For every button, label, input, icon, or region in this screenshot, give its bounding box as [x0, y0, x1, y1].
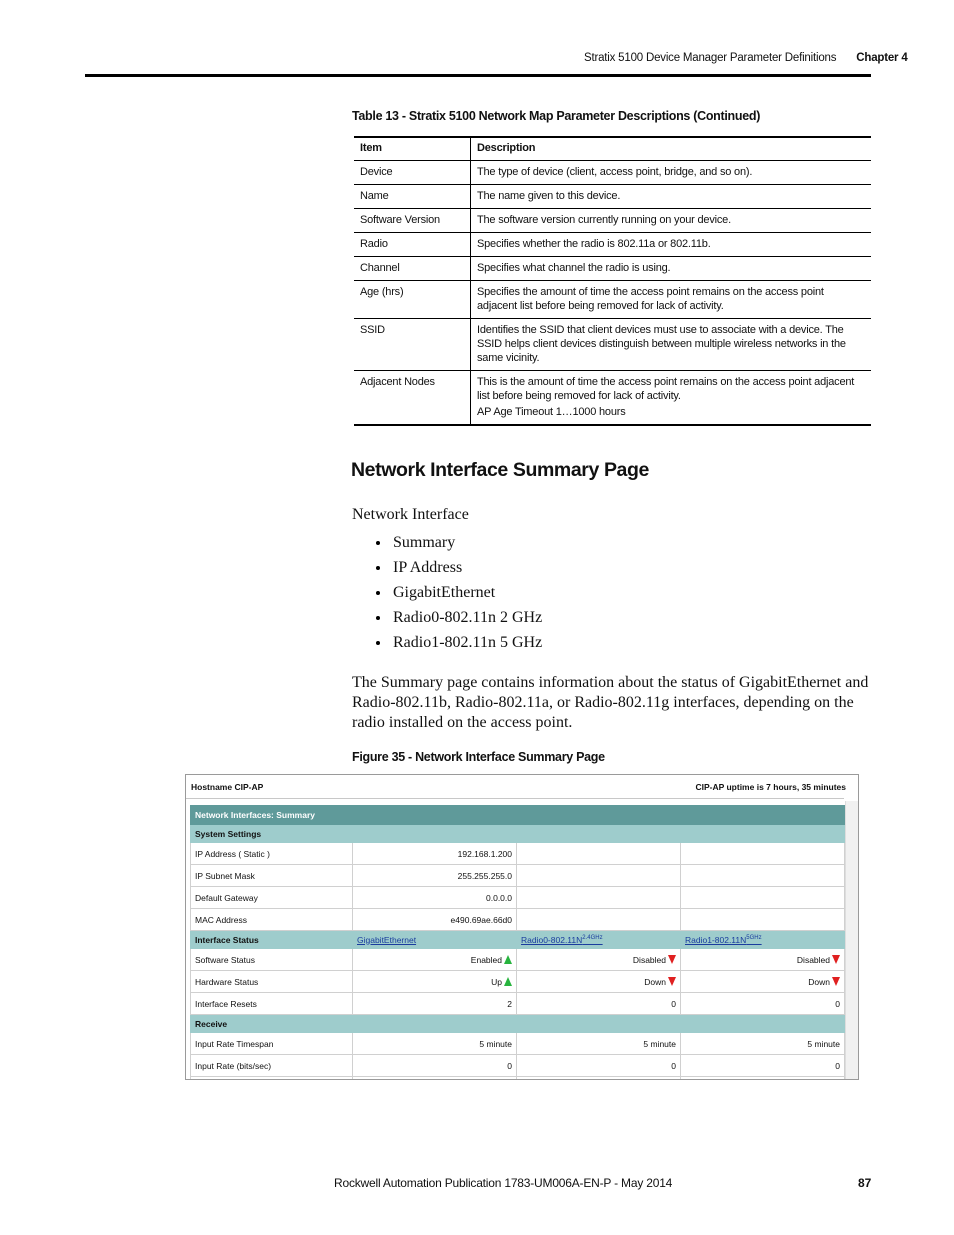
- figure-top-bar: [186, 775, 858, 799]
- row-value: 2: [353, 993, 517, 1015]
- table-row: [354, 161, 871, 185]
- table-row: [191, 949, 845, 971]
- row-value: 255.255.255.0: [353, 865, 517, 887]
- table-caption: Table 13 - Stratix 5100 Network Map Parameter Descriptions (Continued): [352, 109, 761, 123]
- row-item: Software Version: [354, 209, 471, 233]
- row-description: The name given to this device.: [471, 185, 872, 209]
- up-arrow-icon: [504, 955, 512, 964]
- panel-title: Network Interfaces: Summary: [191, 806, 845, 825]
- summary-table: [190, 805, 845, 1080]
- section-title: Network Interface Summary Page: [351, 459, 649, 481]
- status-text: Up: [491, 976, 502, 987]
- row-label: MAC Address: [191, 909, 353, 931]
- row-item: Adjacent Nodes: [354, 371, 471, 426]
- empty-cell: [681, 887, 845, 909]
- nav-list: [374, 530, 542, 655]
- table-row: [191, 865, 845, 887]
- row-label: IP Address ( Static ): [191, 843, 353, 865]
- down-arrow-icon: [668, 977, 676, 986]
- parameter-table: [354, 136, 871, 426]
- row-item: Device: [354, 161, 471, 185]
- empty-cell: [517, 887, 681, 909]
- status-value: [353, 971, 517, 993]
- footer-publication: Rockwell Automation Publication 1783-UM006A-EN-P - May 2014: [334, 1176, 673, 1190]
- table-row: [354, 371, 871, 426]
- figure-caption: Figure 35 - Network Interface Summary Page: [352, 750, 605, 764]
- empty-cell: [517, 843, 681, 865]
- empty-cell: [517, 909, 681, 931]
- down-arrow-icon: [832, 955, 840, 964]
- status-value: [681, 949, 845, 971]
- figure-screenshot: [185, 774, 859, 1080]
- table-row: [191, 843, 845, 865]
- receive-header: Receive: [191, 1015, 845, 1033]
- gigabitethernet-link[interactable]: [353, 931, 517, 949]
- table-row: [354, 185, 871, 209]
- row-description: Specifies whether the radio is 802.11a or 802.11b.: [471, 233, 872, 257]
- table-row: [191, 1055, 845, 1077]
- status-text: Enabled: [470, 954, 502, 965]
- row-value: e490.69ae.66d0: [353, 909, 517, 931]
- link-sup: 5GHz: [746, 934, 762, 941]
- status-text: Disabled: [632, 954, 666, 965]
- row-label: Input Rate Timespan: [191, 1033, 353, 1055]
- table-row: [354, 209, 871, 233]
- row-value: 0: [517, 993, 681, 1015]
- row-description: The software version currently running on your device.: [471, 209, 872, 233]
- running-header: [584, 52, 908, 64]
- row-item: Channel: [354, 257, 471, 281]
- row-value: 5 minute: [681, 1033, 845, 1055]
- link-text: Radio0-802.11N: [521, 934, 583, 945]
- summary-paragraph: The Summary page contains information about the status of GigabitEthernet and Radio-802.11b, Radio-802.11a, or Radio-802.11g interfaces, depending on the radio installed on the access point.: [352, 674, 869, 731]
- row-label: IP Subnet Mask: [191, 865, 353, 887]
- top-divider: [186, 798, 844, 799]
- row-label: Input Rate (bits/sec): [191, 1055, 353, 1077]
- system-settings-header: System Settings: [191, 825, 845, 843]
- up-arrow-icon: [504, 977, 512, 986]
- link-text: GigabitEthernet: [357, 934, 417, 945]
- list-item: Summary: [374, 530, 542, 555]
- row-description: Specifies the amount of time the access point remains on the access point adjacent list before being removed for lack of activity.: [471, 281, 872, 319]
- column-header-description: Description: [471, 137, 872, 161]
- row-description-cell: [471, 371, 872, 426]
- empty-cell: [681, 1077, 845, 1081]
- empty-cell: [681, 909, 845, 931]
- table-row: [191, 1077, 845, 1081]
- row-item: Age (hrs): [354, 281, 471, 319]
- row-description: Identifies the SSID that client devices must use to associate with a device. The SSID helps client devices distinguish between multiple wireless networks in the same vicinity.: [471, 319, 872, 371]
- link-sup: 2.4GHz: [582, 934, 603, 941]
- status-value: [517, 949, 681, 971]
- list-item: IP Address: [374, 555, 542, 580]
- row-label: Interface Resets: [191, 993, 353, 1015]
- table-row: [191, 971, 845, 993]
- list-item: Radio1-802.11n 5 GHz: [374, 630, 542, 655]
- table-row: [354, 281, 871, 319]
- down-arrow-icon: [832, 977, 840, 986]
- link-text: Radio1-802.11N: [685, 934, 747, 945]
- section-header-row: [191, 931, 845, 949]
- status-value: [353, 949, 517, 971]
- interface-status-header: Interface Status: [191, 931, 353, 949]
- list-item: Radio0-802.11n 2 GHz: [374, 605, 542, 630]
- empty-cell: [353, 1077, 517, 1081]
- table-row: [191, 1033, 845, 1055]
- empty-cell: [517, 1077, 681, 1081]
- row-label: Hardware Status: [191, 971, 353, 993]
- row-description-extra: AP Age Timeout 1…1000 hours: [477, 406, 626, 418]
- row-value: 192.168.1.200: [353, 843, 517, 865]
- table-row: [354, 233, 871, 257]
- header-rule: [85, 74, 871, 77]
- row-description: This is the amount of time the access point remains on the access point adjacent list before being removed for lack of activity.: [477, 376, 855, 402]
- empty-cell: [517, 865, 681, 887]
- status-text: Down: [644, 976, 666, 987]
- row-item: Radio: [354, 233, 471, 257]
- table-row: [354, 319, 871, 371]
- row-value: 5 minute: [517, 1033, 681, 1055]
- row-value: 0.0.0.0: [353, 887, 517, 909]
- list-item: GigabitEthernet: [374, 580, 542, 605]
- table-header-row: [354, 137, 871, 161]
- nav-path: Network Interface: [352, 506, 469, 523]
- down-arrow-icon: [668, 955, 676, 964]
- radio1-link[interactable]: [681, 931, 845, 949]
- empty-cell: [191, 1077, 353, 1081]
- table-row: [191, 909, 845, 931]
- empty-cell: [681, 843, 845, 865]
- status-text: Disabled: [796, 954, 830, 965]
- scrollbar[interactable]: [845, 801, 858, 1079]
- section-header-row: [191, 1015, 845, 1033]
- radio0-link[interactable]: [517, 931, 681, 949]
- row-value: 0: [681, 993, 845, 1015]
- status-value: [517, 971, 681, 993]
- row-label: Default Gateway: [191, 887, 353, 909]
- panel-title-row: [191, 806, 845, 825]
- row-value: 5 minute: [353, 1033, 517, 1055]
- table-row: [191, 993, 845, 1015]
- row-description: Specifies what channel the radio is using.: [471, 257, 872, 281]
- status-value: [681, 971, 845, 993]
- running-header-title: Stratix 5100 Device Manager Parameter Definitions: [584, 52, 837, 64]
- row-value: 0: [681, 1055, 845, 1077]
- column-header-item: Item: [354, 137, 471, 161]
- empty-cell: [681, 865, 845, 887]
- page-number: 87: [858, 1176, 872, 1190]
- hostname-label: Hostname CIP-AP: [191, 782, 264, 792]
- row-label: Software Status: [191, 949, 353, 971]
- running-header-chapter: Chapter 4: [856, 52, 908, 64]
- row-value: 0: [353, 1055, 517, 1077]
- row-item: SSID: [354, 319, 471, 371]
- row-description: The type of device (client, access point, bridge, and so on).: [471, 161, 872, 185]
- row-value: 0: [517, 1055, 681, 1077]
- status-text: Down: [808, 976, 830, 987]
- row-item: Name: [354, 185, 471, 209]
- table-row: [191, 887, 845, 909]
- table-row: [354, 257, 871, 281]
- uptime-label: CIP-AP uptime is 7 hours, 35 minutes: [695, 782, 846, 792]
- section-header-row: [191, 825, 845, 843]
